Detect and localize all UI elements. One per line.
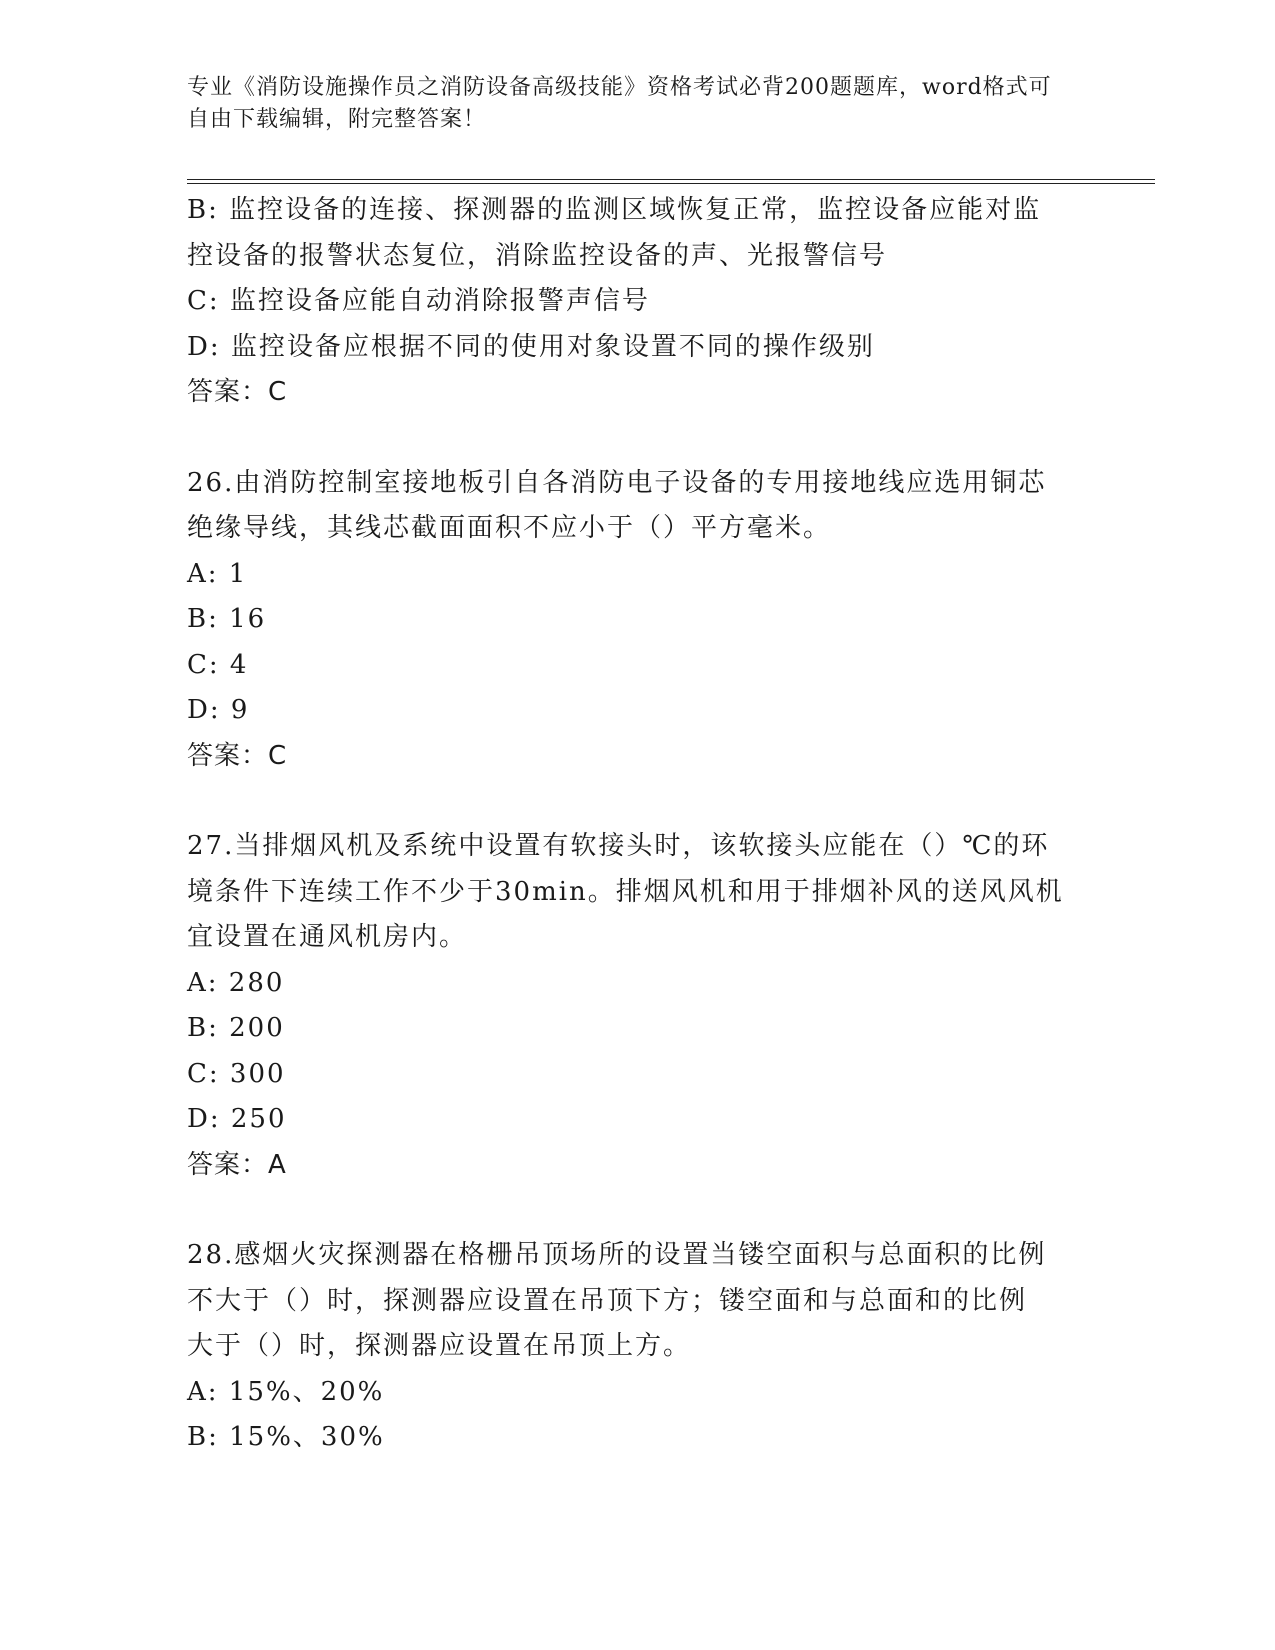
answer-line: 答案：A xyxy=(187,1149,287,1180)
question-27 xyxy=(187,824,1087,1188)
option-d: D: 9 xyxy=(187,695,250,725)
option-c: C: 4 xyxy=(187,649,249,680)
option-b: B: 16 xyxy=(187,604,267,634)
option-a: A: 15%、20% xyxy=(187,1376,385,1407)
question-26 xyxy=(187,461,1087,780)
question-content xyxy=(187,188,1087,1461)
question-stem-line: 大于（）时，探测器应设置在吊顶上方。 xyxy=(187,1331,692,1361)
question-stem-line: 28.感烟火灾探测器在格栅吊顶场所的设置当镂空面积与总面积的比例 xyxy=(187,1240,1047,1270)
option-c: C: 监控设备应能自动消除报警声信号 xyxy=(187,286,650,316)
question-stem-line: 27.当排烟风机及系统中设置有软接头时，该软接头应能在（）℃的环 xyxy=(187,831,1050,861)
option-b-line-1: B: 监控设备的连接、探测器的监测区域恢复正常，监控设备应能对监 xyxy=(187,195,1042,225)
question-28 xyxy=(187,1233,1087,1461)
document-header-intro: 专业《消防设施操作员之消防设备高级技能》资格考试必背200题题库，word格式可自由下载编辑，附完整答案！ xyxy=(187,75,1052,132)
answer-line: 答案：C xyxy=(187,377,288,407)
spacer xyxy=(187,779,1087,824)
question-stem-line: 绝缘导线，其线芯截面面积不应小于（）平方毫米。 xyxy=(187,513,832,543)
answer-line: 答案：C xyxy=(187,740,288,771)
question-stem-line: 不大于（）时，探测器应设置在吊顶下方；镂空面和与总面和的比例 xyxy=(187,1285,1028,1316)
question-stem-line: 境条件下连续工作不少于30min。排烟风机和用于排烟补风的送风风机 xyxy=(187,876,1064,907)
question-stem-line: 宜设置在通风机房内。 xyxy=(187,922,468,952)
option-b: B: 15%、30% xyxy=(187,1422,385,1452)
header-divider-top xyxy=(187,179,1155,180)
option-a: A: 1 xyxy=(187,558,248,589)
option-c: C: 300 xyxy=(187,1058,286,1089)
header-divider-bottom xyxy=(187,183,1155,184)
option-d: D: 250 xyxy=(187,1104,287,1134)
option-b: B: 200 xyxy=(187,1013,285,1043)
option-b-line-2: 控设备的报警状态复位，消除监控设备的声、光报警信号 xyxy=(187,240,888,271)
spacer xyxy=(187,1188,1087,1233)
question-25-continued xyxy=(187,188,1087,416)
question-stem-line: 26.由消防控制室接地板引自各消防电子设备的专用接地线应选用铜芯 xyxy=(187,467,1047,498)
option-a: A: 280 xyxy=(187,967,285,998)
option-d: D: 监控设备应根据不同的使用对象设置不同的操作级别 xyxy=(187,331,875,362)
spacer xyxy=(187,416,1087,461)
